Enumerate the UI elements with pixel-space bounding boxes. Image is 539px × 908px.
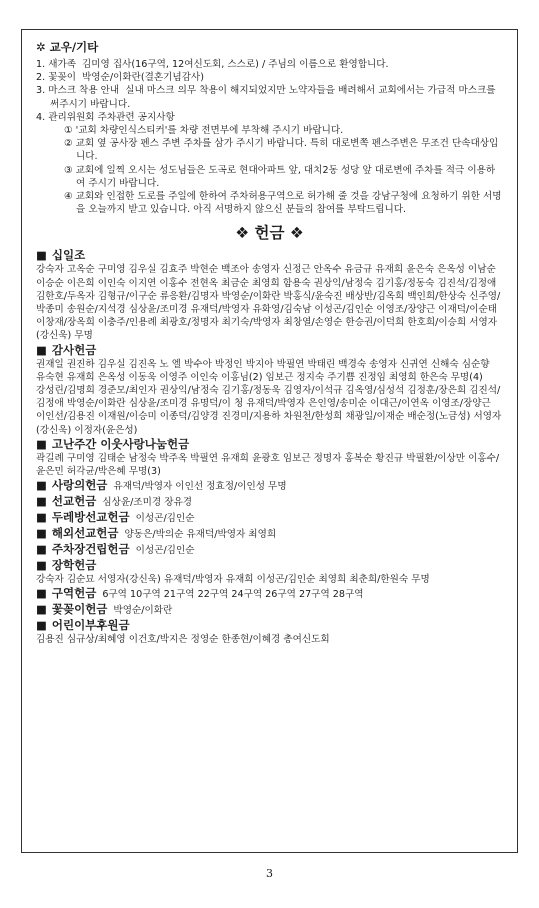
square-bullet-icon: ■ [36,558,47,573]
offering-section-title: 두레방선교헌금 [51,510,130,525]
square-bullet-icon: ■ [36,510,47,525]
misc-item [36,84,503,110]
square-bullet-icon: ■ [36,478,47,493]
misc-item-title: 2. 꽃꽂이 [36,72,77,84]
offering-section-names: 김용진 심규상/최혜영 이건호/박지은 정영순 한종현/이혜경 총여신도회 [36,634,330,646]
offering-section-inline-names: 양동은/박의순 유재덕/박영자 최영희 [124,529,277,541]
offering-section-heading [36,558,503,573]
misc-item [36,71,503,84]
bulletin-page [21,29,518,853]
misc-heading [36,40,503,55]
offering-section-names: 강숙자 고옥순 구미영 김우실 김효주 박현순 백조아 송영자 신정근 안옥수 유금규 유재희 윤은숙 은옥성 이남순 이승순 이은희 이인숙 이지연 이홍수 전현옥 최금순 최영희 함용숙 권상익/남정숙 김기홍/정동숙 김진석/김정애 김한호/두옥자 김형규/이구순 류응환/김명자 박영순/이화란 박홍식/윤숙진 배상반/김옥희 백인희/한상숙 신주영/박종미 송원순/지석경 심상윤/조미경 유재덕/박영자 유화영/김숙남 이성곤/김인순 이영조/장양근 이재덕/이순태 이창재/장옥희 이충주/인용례 최광호/정명자 최기숙/박영자 최창열/손영순 한승권/이덕희 한호희/이승희 서영자(강신욱) 무명 [36,264,501,342]
offering-section-title: 꽃꽂이헌금 [51,602,108,617]
misc-item-title: 3. 마스크 착용 안내 [36,85,120,97]
offering-section-heading [36,542,503,558]
misc-item-text: 김미영 집사(16구역, 12여신도회, 스스로) / 주님의 이름으로 환영합니다. [82,59,389,70]
offering-section-heading [36,586,503,602]
offering-section-heading [36,343,503,358]
offering-section-inline-names: 이성곤/김인순 [135,513,195,525]
offering-section-inline-names: 유재덕/박영자 이인선 정효정/이인성 무명 [113,481,287,493]
offering-section-title: 사랑의헌금 [51,478,108,493]
page-number: 3 [266,867,273,880]
square-bullet-icon: ■ [36,436,47,451]
square-bullet-icon: ■ [36,586,47,601]
offering-section-heading [36,248,503,263]
offering-section-title: 장학헌금 [51,558,97,573]
offering-section-title: 어린이부후원금 [51,618,130,633]
square-bullet-icon: ■ [36,248,47,263]
offering-section-names: 곽길례 구미영 김태순 남정숙 박주옥 박필연 유재희 윤광호 임보근 정명자 홍복순 황진규 박필환/이상만 이홍수/윤은민 허각균/박은혜 무명(3) [36,452,500,478]
offering-sections [36,248,503,646]
offering-section-title: 감사헌금 [51,342,97,357]
offering-section-inline-names: 박영순/이화란 [113,605,173,617]
offering-section-heading [36,618,503,633]
square-bullet-icon: ■ [36,602,47,617]
parking-title: 4. 관리위원회 주차관련 공지사항 [36,111,175,123]
offering-section-inline-names: 심상윤/조미경 장유경 [102,497,193,509]
offering-section-title: 주차장건립헌금 [51,542,130,557]
square-bullet-icon: ■ [36,342,47,357]
offering-section-inline-names: 이성곤/김인순 [135,545,195,557]
offering-section-names: 강숙자 김순묘 서영자(강신욱) 유재덕/박영자 유재희 이성곤/김인순 최영희 최춘희/한원숙 무명 [36,574,430,586]
misc-item-text: 박영순/이화란(결혼기념감사) [82,72,204,84]
offering-section-title: 해외선교헌금 [51,526,119,541]
square-bullet-icon: ■ [36,494,47,509]
parking-item: ② 교회 옆 공사장 펜스 주변 주차를 삼가 주시기 바랍니다. 특히 대로변쪽 펜스주변은 무조건 단속대상입니다. [64,138,499,163]
asterisk-icon: ✲ [36,40,46,54]
offering-section-names: 권재일 권진하 김우실 김진옥 노 엘 박수아 박정인 박지아 박필연 박태린 백경숙 송영자 신귀연 신해숙 심순향 유숙현 유재희 은옥성 이동욱 이영주 이인숙 이홍님(2) 임보근 정지숙 주기쁨 진정임 최영희 한은숙 무명(4) 강성린/김명희 경준모/최인자 권상익/남정숙 김기홍/정동욱 김영자/이석규 김옥영/심성석 김정훈/장은희 김진석/김정애 박영순/이화란 심상윤/조미경 유명덕/이 청 유재덕/박영자 은인영/송미순 이대근/이연옥 이영조/장양근 이인선/김용진 이재원/이승미 이종덕/김양경 진경미/지용하 차원천/한성희 채광일/이재순 배순정(노금성) 서영자(강신욱) 이정자(윤은성) [36,358,502,436]
square-bullet-icon: ■ [36,526,47,541]
offering-section-heading [36,526,503,542]
offering-section-title: 십일조 [51,248,86,263]
parking-item: ① '교회 차량인식스티커'를 차량 전면부에 부착해 주시기 바랍니다. [64,125,344,137]
offering-section-heading [36,494,503,510]
offering-section-heading [36,478,503,494]
offering-section-heading [36,602,503,618]
offering-section-title: 선교헌금 [51,494,97,509]
misc-item-text: 실내 마스크 의무 착용이 해지되었지만 노약자들을 배려해서 교회에서는 가급적 마스크를 써주시기 바랍니다. [50,85,496,110]
offering-section-inline-names: 6구역 10구역 21구역 22구역 24구역 26구역 27구역 28구역 [102,589,364,601]
offering-title: ❖ 헌금 ❖ [235,224,304,243]
offering-section-title: 고난주간 이웃사랑나눔헌금 [51,436,190,451]
misc-item-title: 1. 새가족 [36,59,77,70]
offering-section-title: 구역헌금 [51,586,97,601]
square-bullet-icon: ■ [36,542,47,557]
misc-title: 교우/기타 [49,40,99,54]
misc-item [36,58,503,71]
parking-item: ③ 교회에 일찍 오시는 성도님들은 도곡로 현대아파트 앞, 대치2동 성당 앞 대로변에 주차를 적극 이용하여 주시기 바랍니다. [64,164,496,189]
parking-item: ④ 교회와 인접한 도로를 주일에 한하여 주차허용구역으로 허가해 줄 것을 강남구청에 요청하기 위한 서명을 오늘까지 받고 있습니다. 아직 서명하지 않으신 분들의 참여를 부탁드립니다. [64,191,502,216]
square-bullet-icon: ■ [36,618,47,633]
offering-section-heading [36,510,503,526]
offering-section-heading [36,437,503,452]
